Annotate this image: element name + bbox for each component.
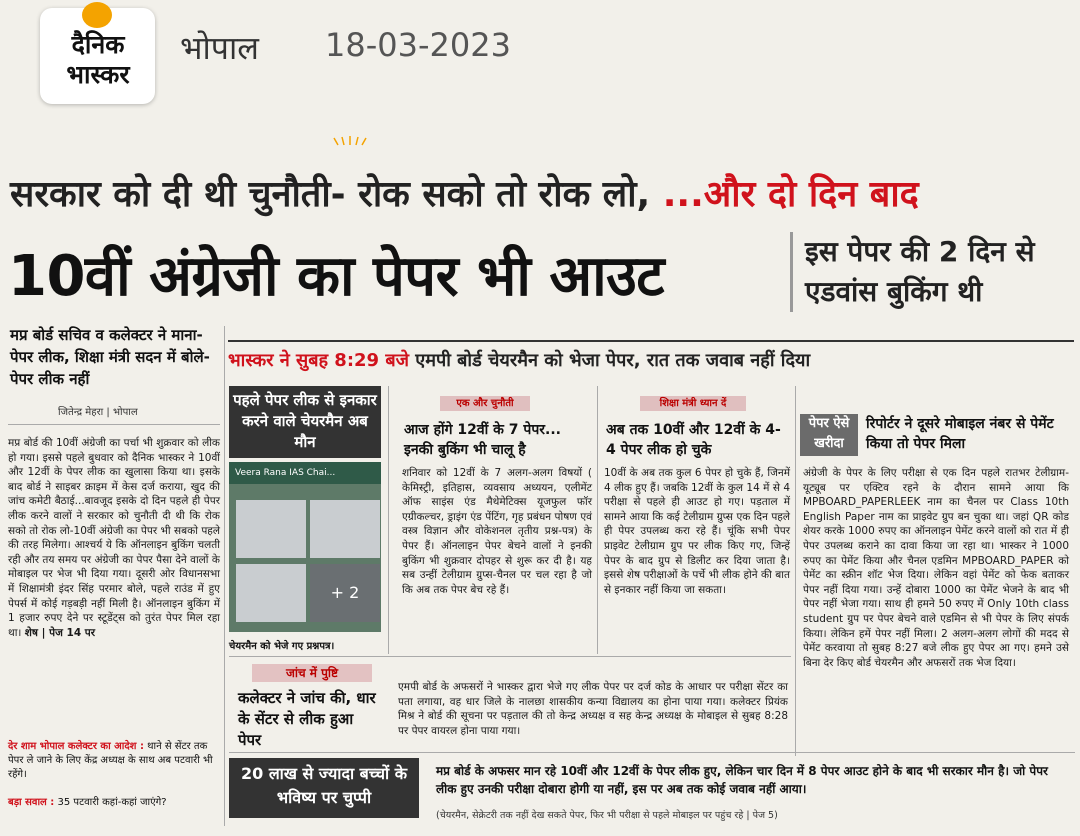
col3-headline: आज होंगे 12वीं के 7 पेपर... इनकी बुकिंग भी चालू है: [404, 422, 561, 458]
col4-tag: शिक्षा मंत्री ध्यान दें: [640, 396, 746, 411]
col3-tag: एक और चुनौती: [440, 396, 530, 411]
divider: [388, 386, 389, 654]
note2-label: बड़ा सवाल :: [8, 797, 55, 808]
strap-rest: एमपी बोर्ड चेयरमैन को भेजा पेपर, रात तक जवाब नहीं दिया: [415, 350, 811, 371]
note-collector: [8, 740, 222, 782]
bottom-box: 20 लाख से ज्यादा बच्चों के भविष्य पर चुप्पी: [229, 758, 419, 818]
sun-rays-icon: [330, 136, 370, 146]
main-headline: 10वीं अंग्रेजी का पेपर भी आउट: [8, 244, 665, 309]
col5-body: अंग्रेजी के पेपर के लिए परीक्षा से एक दिन पहले रातभर टेलीग्राम-यूट्यूब पर एक्टिव रहने के दौरान सामने आया कि MPBOARD_PAPERLEEK नाम का चैनल पर Class 10th English Paper नाम का प्राइवेट ग्रुप बन चुका था। जहां QR कोड शेयर करके 1000 रुपए का ऑनलाइन पेमेंट करने वालों को रात में ही पेपर उपलब्ध कराने का दावा किया जा रहा था। भास्कर ने 1000 रुपए का पेमेंट किया और चैनल एडमिन MPBOARD_PAPER को पेमेंट का स्क्रीन शॉट भेज दिया। लेकिन वहां पेमेंट को फेक बताकर पेपर नहीं दिया गया। उन्हें दोबारा 1000 का पेमेंट भेजने के बाद भी पेपर नहीं भेजा गया। साथ ही हमने 50 रुपए में Only 10th class student ग्रुप पर पेपर बेचने वाले एडमिन से भी पेपर के लिए संपर्क किया। लेकिन हमें पेपर नहीं मिला। 2 अलग-अलग लोगों की मदद से पेमेंट करवाया तो सुबह 8:27 बजे लीक हुए पेपर आ गए। हमने उसे बिना देर किए बोर्ड चेयरमैन और अफसरों तक भेज दिया।: [803, 467, 1069, 669]
edition-date: 18-03-2023: [325, 26, 511, 64]
janch-body: एमपी बोर्ड के अफसरों ने भास्कर द्वारा भेजे गए लीक पेपर पर दर्ज कोड के आधार पर परीक्षा सेंटर का पता लगाया, वह धार जिले के नालछा शासकीय कन्या विद्यालय का होना पाया गया। कलेक्टर प्रियंक मिश्र ने बोर्ड की सूचना पर पड़ताल की तो केन्द्र अध्यक्ष व सह केन्द्र अध्यक्ष के मोबाइल से सुबह 8:28 पर पेपर वायरल होना पाया गया।: [398, 681, 788, 737]
divider: [229, 656, 791, 657]
divider: [597, 386, 598, 654]
byline: जितेन्द्र मेहरा | भोपाल: [58, 407, 138, 418]
paper-thumbnail: [310, 500, 380, 558]
side-headline: इस पेपर की 2 दिन से एडवांस बुकिंग थी: [790, 232, 1080, 312]
left-continuation: शेष | पेज 14 पर: [24, 626, 96, 639]
photo-panel-title: पहले पेपर लीक से इनकार करने वाले चेयरमैन अब मौन: [229, 386, 381, 458]
janch-headline: कलेक्टर ने जांच की, धार के सेंटर से लीक हुआ पेपर: [238, 689, 376, 749]
photo-caption: चेयरमैन को भेजे गए प्रश्नपत्र।: [229, 641, 335, 652]
chat-header: Veera Rana IAS Chai...: [229, 462, 381, 484]
logo-line-1: दैनिक: [71, 30, 125, 59]
left-body-text: [8, 436, 220, 640]
logo-line-2: भास्कर: [66, 60, 130, 89]
sun-logo-icon: [82, 2, 112, 28]
paper-thumbnail: [236, 564, 306, 622]
divider: [8, 424, 220, 425]
divider: [795, 386, 796, 756]
janch-tag: जांच में पुष्टि: [252, 664, 372, 682]
strap-highlight: भास्कर ने सुबह 8:29 बजे: [228, 350, 409, 371]
divider: [229, 752, 1075, 753]
col5-headline: रिपोर्टर ने दूसरे मोबाइल नंबर से पेमेंट किया तो पेपर मिला: [866, 416, 1054, 452]
divider: [224, 326, 225, 826]
kicker-main: सरकार को दी थी चुनौती- रोक सको तो रोक लो,: [10, 174, 651, 215]
note1-label: देर शाम भोपाल कलेक्टर का आदेश :: [8, 741, 144, 752]
col3-body: शनिवार को 12वीं के 7 अलग-अलग विषयों ( केमिस्ट्री, इतिहास, व्यवसाय अध्ययन, एलीमेंट ऑफ साइंस एंड मैथेमेटिक्स यूजफुल फॉर एग्रीकल्चर, ड्राइंग एंड पेंटिंग, गृह प्रबंधन पोषण एवं वस्त्र विज्ञान और वोकेशनल तृतीय प्रश्न-पत्र) के पेपर हैं। ऑनलाइन पेपर बेचने वालों ने इनकी बुकिंग भी शुक्रवार दोपहर से शुरू कर दी है। यह सब उन्हीं टेलीग्राम ग्रुप्स-चैनल पर चल रहा है जो कि अब तक पेपर बेच रहे हैं।: [402, 467, 592, 596]
left-body: मप्र बोर्ड की 10वीं अंग्रेजी का पर्चा भी शुक्रवार को लीक हो गया। इससे पहले बुधवार को दैनिक भास्कर ने 10वीं और 12वीं के पेपर लीक का खुलासा किया था। इसके बाद बोर्ड ने साइबर क्राइम में केस दर्ज कराया, खुद की जांच कमेटी बैठाई...बावजूद इसके दो दिन पहले ही पेपर लीक करने वालों ने सरकार को चुनौती दी थी कि रोक सको तो रोक लो-10वीं अंग्रेजी का पेपर भी सबको पहले की तरह मिलेगा। आश्चर्य ये कि ऑनलाइन बुकिंग चलती रही और तय समय पर अंग्रेजी का पेपर पैसा देने वालों के मोबाइल पर भेज भी दिया गया। दूसरी ओर विधानसभा में शिक्षामंत्री इंदर सिंह परमार बोले, पहले राउंड में हुए पेपर्स में कोई गड़बड़ी नहीं मिली है। ऑनलाइन बुकिंग में 1 हजार रुपए देने पर स्टूडेंट्स को तुरंत पेपर मिल रहा था।: [8, 437, 220, 639]
strap-headline: [228, 340, 1074, 372]
more-count: + 2: [310, 564, 380, 622]
left-intro: मप्र बोर्ड सचिव व कलेक्टर ने माना-पेपर लीक, शिक्षा मंत्री सदन में बोले-पेपर लीक नहीं: [10, 326, 210, 388]
paper-thumbnail: [236, 500, 306, 558]
kicker-headline: [10, 168, 919, 217]
bottom-body: मप्र बोर्ड के अफसर मान रहे 10वीं और 12वीं के पेपर लीक हुए, लेकिन चार दिन में 8 पेपर आउट होने के बाद भी सरकार मौन है। जो पेपर लीक हुए उनकी परीक्षा दोबारा होगी या नहीं, इस पर अब तक कोई जवाब नहीं आया।: [436, 764, 1048, 796]
col4-body: 10वीं के अब तक कुल 6 पेपर हो चुके हैं, जिनमें 4 लीक हुए हैं। जबकि 12वीं के कुल 14 में से 4 परीक्षा से पहले ही आउट हो गए। पड़ताल में सामने आया कि कई टेलीग्राम ग्रुप्स एक दिन पहले ही पेपर उपलब्ध करा रहे हैं। चूंकि सभी पेपर प्राइवेट टेलीग्राम ग्रुप पर लीक किए गए, जिन्हें पेपर के बाद ग्रुप से डिलीट कर दिया जाता है। इससे शेष परीक्षाओं के पर्चे भी लीक होने की बात से इनकार नहीं किया जा सकता।: [604, 467, 790, 596]
note1-text: थाने से सेंटर तक पेपर ले जाने के लिए केंद्र अध्यक्ष के साथ अब पटवारी भी रहेंगे।: [8, 741, 213, 780]
col4-headline: अब तक 10वीं और 12वीं के 4-4 पेपर लीक हो चुके: [606, 422, 781, 458]
note2-text: 35 पटवारी कहां-कहां जाएंगे?: [57, 797, 167, 808]
note-question: [8, 794, 222, 808]
bottom-footnote: (चेयरमैन, सेक्रेटरी तक नहीं देख सकते पेपर, फिर भी परीक्षा से पहले मोबाइल पर पहुंच रहे | पेज 5): [436, 810, 778, 821]
kicker-highlight: ...और दो दिन बाद: [662, 174, 919, 215]
col5-box: पेपर ऐसे खरीदा: [800, 414, 858, 456]
edition-city: भोपाल: [180, 29, 259, 67]
